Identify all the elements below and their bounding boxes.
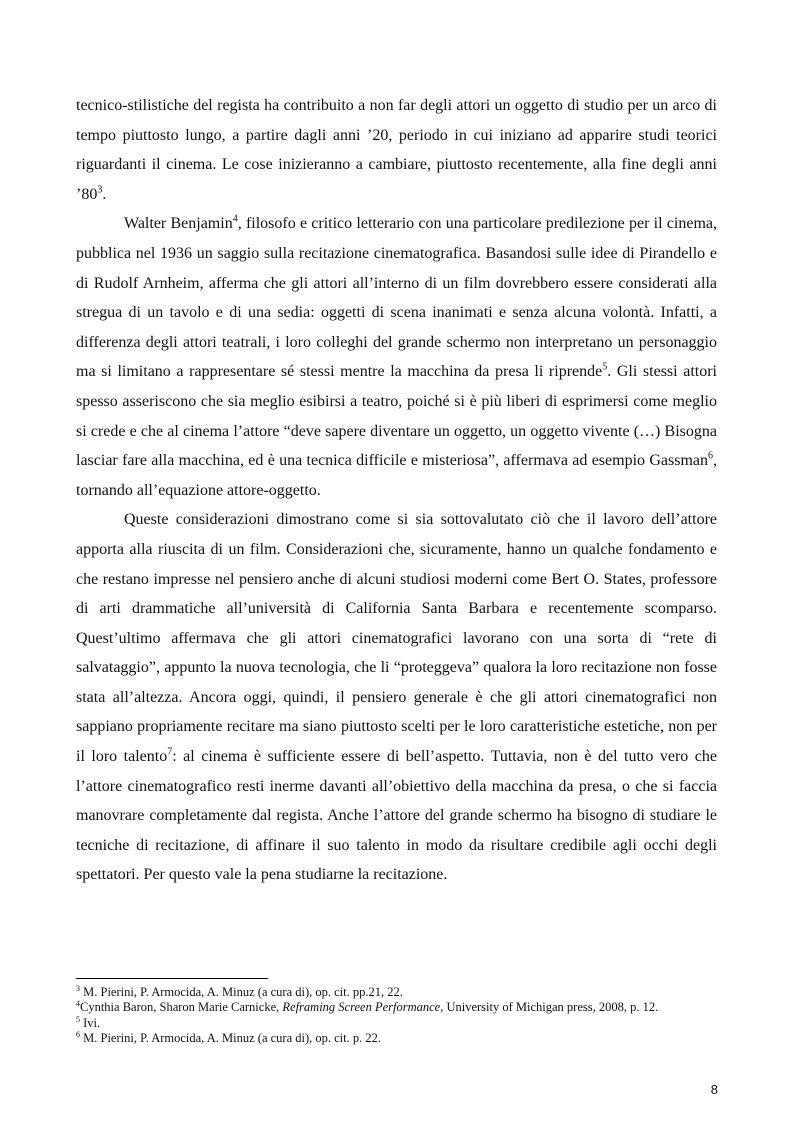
footnote-text: University of Michigan press, 2008, p. 12. (443, 1000, 659, 1015)
footnote-ref-3[interactable]: 3 (97, 184, 103, 196)
paragraph-2 (76, 209, 717, 505)
footnote-book-title: Reframing Screen Performance, (282, 1000, 444, 1015)
footnote-ref-7[interactable]: 7 (167, 746, 173, 758)
footnote-separator (76, 978, 268, 979)
paragraph-1-text: tecnico-stilistiche del regista ha contribuito a non far degli attori un oggetto di studio per un arco di tempo piuttosto lungo, a partire dagli anni ’20, periodo in cui iniziano ad apparire studi teorici riguardanti il cinema. Le cose inizieranno a cambiare, piuttosto recentemente, alla fine degli anni ’80 (76, 97, 717, 203)
footnote-text: M. Pierini, P. Armocida, A. Minuz (a cura di), op. cit. p. 22. (83, 1031, 382, 1046)
footnote-text: Cynthia Baron, Sharon Marie Carnicke, (80, 1000, 283, 1015)
footnote-ref-5[interactable]: 5 (602, 362, 608, 374)
footnote-ref-6[interactable]: 6 (708, 450, 713, 462)
footnote-ref-4[interactable]: 4 (232, 214, 238, 226)
footnote-text: Ivi. (83, 1015, 101, 1030)
paragraph-3 (76, 505, 717, 890)
footnote-text: M. Pierini, P. Armocida, A. Minuz (a cura di), op. cit. pp.21, 22. (83, 985, 403, 999)
footnote-number: 5 (76, 1014, 80, 1024)
footnote-number: 4 (76, 999, 80, 1009)
paragraph-3-text-b: : al cinema è sufficiente essere di bell’aspetto. Tuttavia, non è del tutto vero che l’attore cinematografico resti inerme davanti all’obiettivo della macchina da presa, o che si faccia manovrare completamente dal regista. Anche l’attore del grande schermo ha bisogno di studiare le tecniche di recitazione, di affinare il suo talento in modo da risultare credibile agli occhi degli spettatori. Per questo vale la pena studiarne la recitazione. (76, 748, 718, 884)
paragraph-2-text-d: , tornando all’equazione attore-oggetto. (76, 452, 717, 499)
paragraph-1 (76, 91, 717, 209)
footnote-number: 3 (76, 983, 80, 993)
footnote-5 (76, 1016, 717, 1031)
footnote-number: 6 (76, 1030, 80, 1040)
footnote-6 (76, 1031, 717, 1046)
page-number: 8 (710, 1082, 718, 1097)
paragraph-2-text-a: Walter Benjamin (124, 215, 233, 233)
paragraph-3-text-a: Queste considerazioni dimostrano come si sia sottovalutato ciò che il lavoro dell’attore apporta alla riuscita di un film. Considerazioni che, sicuramente, hanno un qualche fondamento e che restano impresse nel pensiero anche di alcuni studiosi moderni come Bert O. States, professore di arti drammatiche all’università di California Santa Barbara e recentemente scomparso. Quest’ultimo affermava che gli attori cinematografici lavorano con una sorta di “rete di salvataggio”, appunto la nuova tecnologia, che li “proteggeva” qualora la loro recitazione non fosse stata all’altezza. Ancora oggi, quindi, il pensiero generale è che gli attori cinematografici non sappiano propriamente recitare ma siano piuttosto scelti per le loro caratteristiche estetiche, non per il loro talento (76, 511, 717, 766)
paragraph-2-text-c: . Gli stessi attori spesso asseriscono che sia meglio esibirsi a teatro, poiché si è più liberi di esprimersi come meglio si crede e che al cinema l’attore “deve sapere diventare un oggetto, un oggetto vivente (…) Bisogna lasciar fare alla macchina, ed è una tecnica difficile e misteriosa”, affermava ad esempio Gassman (76, 363, 717, 470)
paragraph-2-text-b: , filosofo e critico letterario con una particolare predilezione per il cinema, pubblica nel 1936 un saggio sulla recitazione cinematografica. Basandosi sulle idee di Pirandello e di Rudolf Arnheim, afferma che gli attori all’interno di un film dovrebbero essere considerati alla stregua di un tavolo e di una sedia: oggetti di scena inanimati e senza alcuna volontà. Infatti, a differenza degli attori teatrali, i loro colleghi del grande schermo non interpretano un personaggio ma si limitano a rappresentare sé stessi mentre la macchina da presa li riprende (76, 215, 718, 381)
paragraph-1-tail: . (102, 185, 107, 203)
footnote-3 (76, 985, 717, 1000)
footnote-4 (76, 1000, 717, 1015)
footnotes (76, 985, 717, 1047)
main-text (76, 91, 717, 890)
